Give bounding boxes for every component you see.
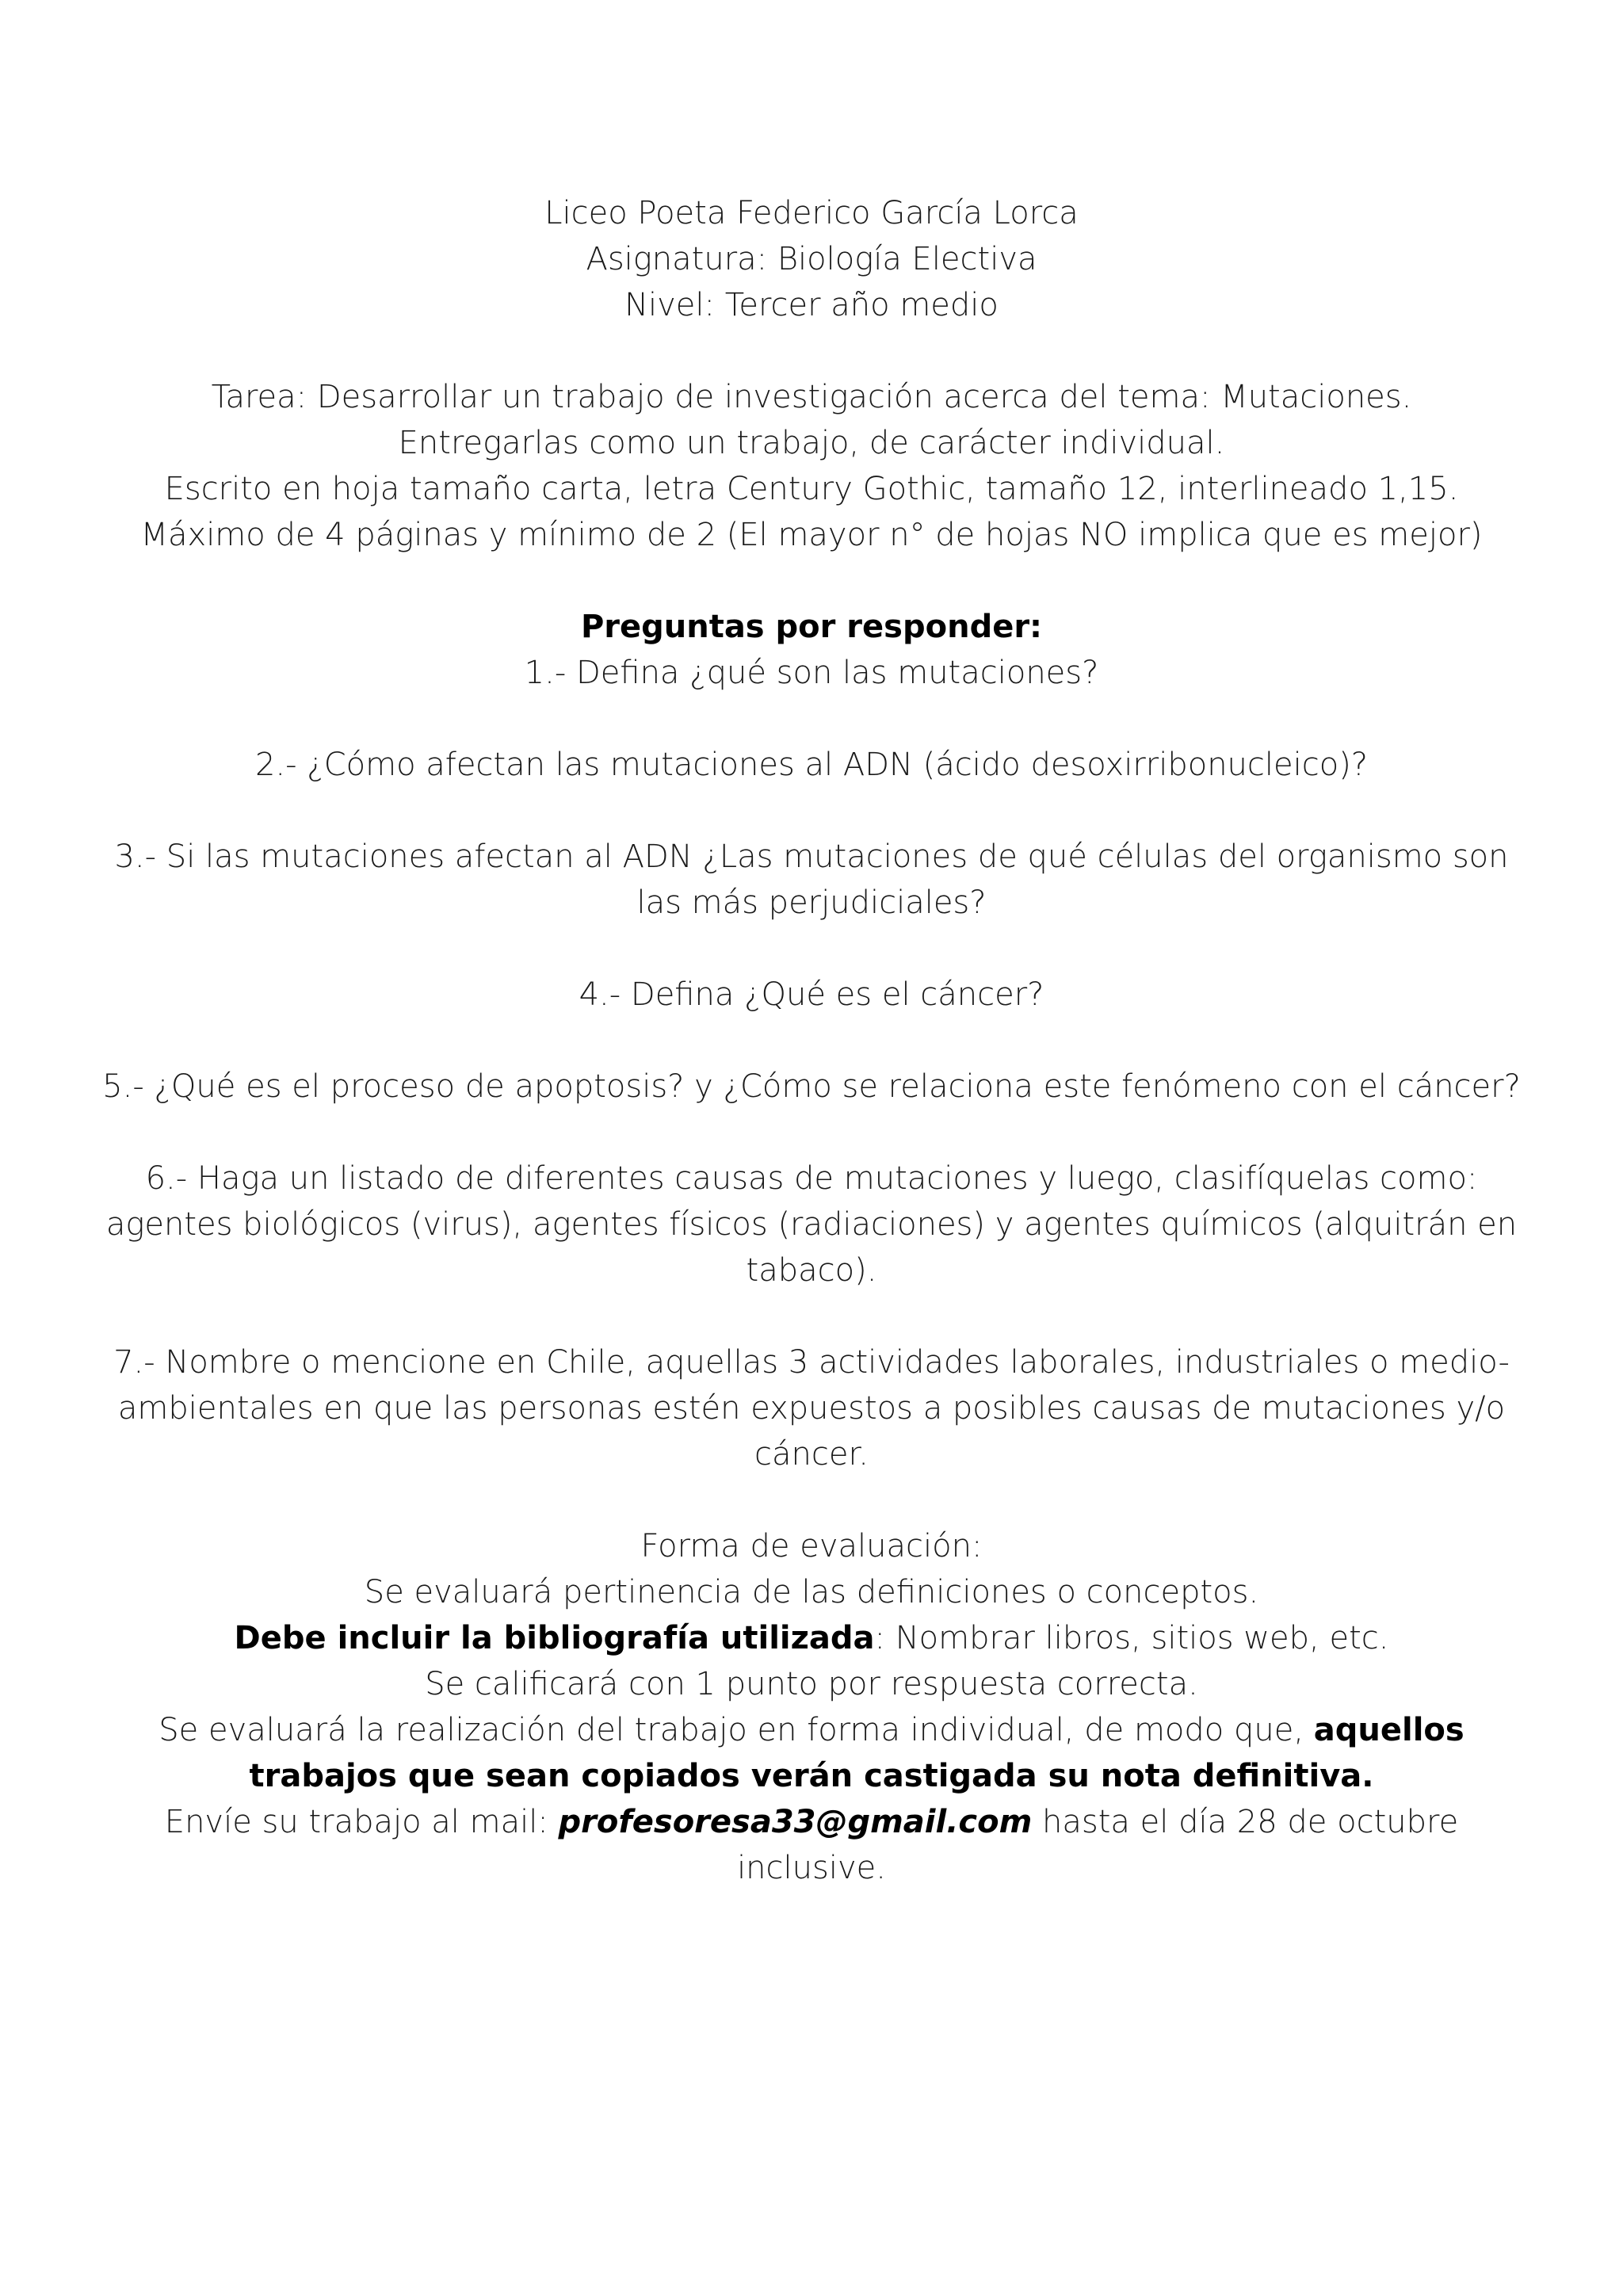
evaluation-heading: Forma de evaluación: <box>640 1528 983 1564</box>
evaluation-line-5 <box>95 1799 1528 1891</box>
evaluation-line-2 <box>95 1615 1528 1661</box>
level-line: Nivel: Tercer año medio <box>624 287 999 323</box>
question-7: 7.- Nombre o mencione en Chile, aquellas 3 actividades laborales, industriales o medio-ambientales en que las personas estén expuestos a posibles causas de mutaciones y/o cáncer. <box>113 1344 1510 1473</box>
document-page <box>95 190 1528 1891</box>
question-4: 4.- Defina ¿Qué es el cáncer? <box>579 976 1044 1013</box>
task-line-2: Entregarlas como un trabajo, de carácter individual. <box>398 425 1225 461</box>
subject-line: Asignatura: Biología Electiva <box>586 241 1037 277</box>
question-3: 3.- Si las mutaciones afectan al ADN ¿Las mutaciones de qué células del organismo son las más perjudiciales? <box>114 839 1509 921</box>
task-line-1: Tarea: Desarrollar un trabajo de investigación acerca del tema: Mutaciones. <box>211 379 1412 415</box>
question-1: 1.- Defina ¿qué son las mutaciones? <box>524 655 1099 691</box>
question-6: 6.- Haga un listado de diferentes causas de mutaciones y luego, clasifíquelas como: agentes biológicos (virus), agentes físicos (radiaciones) y agentes químicos (alquitrán en tabaco). <box>105 1160 1518 1289</box>
question-5: 5.- ¿Qué es el proceso de apoptosis? y ¿Cómo se relaciona este fenómeno con el cáncer? <box>102 1068 1521 1105</box>
evaluation-line-3: Se calificará con 1 punto por respuesta correcta. <box>425 1666 1198 1702</box>
evaluation-line-4 <box>95 1707 1528 1799</box>
question-2: 2.- ¿Cómo afectan las mutaciones al ADN (ácido desoxirribonucleico)? <box>254 747 1369 783</box>
evaluation-line-1: Se evaluará pertinencia de las definiciones o conceptos. <box>364 1574 1259 1610</box>
email-address: profesoresa33@gmail.com <box>558 1804 1033 1840</box>
task-line-3: Escrito en hoja tamaño carta, letra Century Gothic, tamaño 12, interlineado 1,15. <box>164 471 1459 507</box>
deadline-text: hasta el día 28 de octubre inclusive. <box>737 1804 1459 1886</box>
bibliography-requirement: Debe incluir la bibliografía utilizada <box>234 1620 875 1656</box>
task-line-4: Máximo de 4 páginas y mínimo de 2 (El mayor n° de hojas NO implica que es mejor) <box>140 517 1483 553</box>
questions-heading: Preguntas por responder: <box>580 609 1043 645</box>
bibliography-detail: : Nombrar libros, sitios web, etc. <box>874 1620 1389 1656</box>
send-instruction: Envíe su trabajo al mail: <box>164 1804 559 1840</box>
individual-work-note: Se evaluará la realización del trabajo en forma individual, de modo que, <box>158 1712 1314 1748</box>
school-name: Liceo Poeta Federico García Lorca <box>544 195 1079 231</box>
copy-penalty-warning: aquellos trabajos que sean copiados verán castigada su nota definitiva. <box>249 1712 1465 1794</box>
